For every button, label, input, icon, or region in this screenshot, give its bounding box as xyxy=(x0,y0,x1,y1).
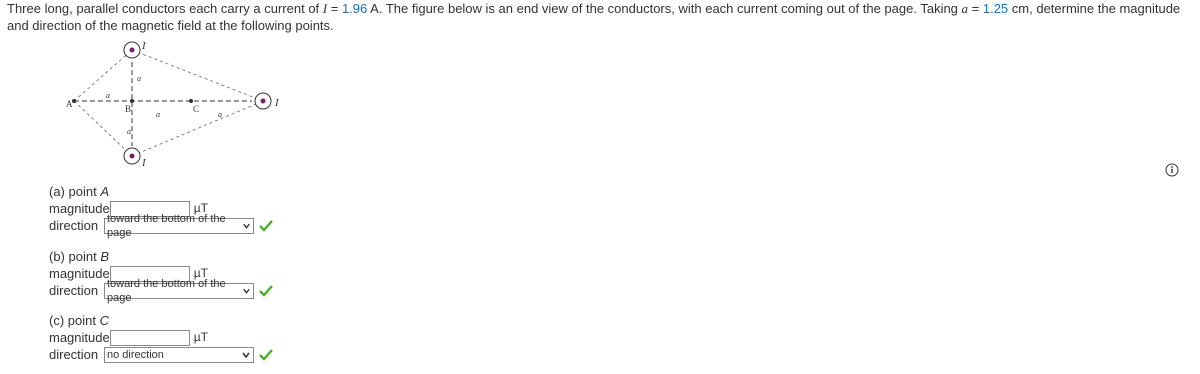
point-label: A xyxy=(100,184,109,199)
equals: = xyxy=(968,1,983,16)
direction-value: toward the bottom of the page xyxy=(107,277,226,304)
current-value: 1.96 xyxy=(341,1,368,16)
checkmark-icon xyxy=(259,220,273,232)
direction-row xyxy=(49,277,273,304)
conductor-top xyxy=(124,42,140,58)
diamond-edge xyxy=(132,50,263,101)
part-c xyxy=(49,312,273,363)
unit-label: µT xyxy=(193,266,208,280)
unit-label: µT xyxy=(193,201,208,215)
chevron-down-icon xyxy=(241,350,251,360)
label-a: a xyxy=(127,127,131,136)
direction-value: no direction xyxy=(107,348,164,361)
diamond-edge xyxy=(74,101,132,156)
direction-value: toward the bottom of the page xyxy=(107,212,226,239)
magnitude-label: magnitude xyxy=(49,201,110,216)
problem-text: cm, determine the magnitude and direction of the magnetic field at the following points. xyxy=(7,1,1181,33)
problem-statement xyxy=(7,0,1197,34)
label-point-a: A xyxy=(66,99,73,109)
label-point-c: C xyxy=(193,104,200,114)
problem-text: Three long, parallel conductors each carry a current of xyxy=(7,1,323,16)
direction-select[interactable] xyxy=(104,212,254,239)
problem-text: A. The figure below is an end view of the conductors, with each current coming out of the page. Taking xyxy=(367,1,962,16)
a-value: 1.25 xyxy=(982,1,1009,16)
info-icon[interactable] xyxy=(1165,163,1179,177)
label-point-b: B xyxy=(125,104,132,114)
chevron-down-icon xyxy=(242,286,251,296)
direction-select[interactable] xyxy=(104,277,254,304)
magnitude-row xyxy=(49,329,273,346)
label-a: a xyxy=(218,110,222,119)
label-I-bottom: I xyxy=(142,157,146,169)
point-label: C xyxy=(99,313,109,328)
direction-row xyxy=(49,346,273,363)
label-a: a xyxy=(106,91,110,100)
part-title: (c) point C xyxy=(49,313,109,328)
magnitude-label: magnitude xyxy=(49,266,110,281)
part-title: (b) point B xyxy=(49,249,109,264)
checkmark-icon xyxy=(259,285,273,297)
chevron-down-icon xyxy=(242,221,251,231)
conductor-figure xyxy=(60,34,300,174)
direction-label: direction xyxy=(49,283,99,298)
point-b-marker xyxy=(130,99,134,103)
point-label: B xyxy=(100,249,109,264)
part-b xyxy=(49,248,273,304)
point-c-marker xyxy=(189,99,193,103)
label-a: a xyxy=(137,74,141,83)
direction-row xyxy=(49,212,273,239)
label-I-right: I xyxy=(275,97,279,109)
part-title: (a) point A xyxy=(49,184,109,199)
conductor-diagram xyxy=(60,34,300,174)
diamond-edge xyxy=(74,50,132,101)
var-I: I xyxy=(322,1,328,16)
part-a xyxy=(49,183,273,239)
var-a: a xyxy=(961,1,969,16)
label-I-top: I xyxy=(142,40,146,52)
magnitude-label: magnitude xyxy=(49,330,110,345)
direction-label: direction xyxy=(49,218,99,233)
equals: = xyxy=(327,1,342,16)
conductor-right xyxy=(255,93,271,109)
direction-label: direction xyxy=(49,347,99,362)
checkmark-icon xyxy=(259,349,273,361)
direction-select[interactable] xyxy=(104,347,254,363)
point-a-marker xyxy=(72,99,76,103)
label-a: a xyxy=(156,110,160,119)
unit-label: µT xyxy=(193,330,208,344)
magnitude-input[interactable] xyxy=(110,330,190,346)
conductor-bottom xyxy=(124,148,140,164)
